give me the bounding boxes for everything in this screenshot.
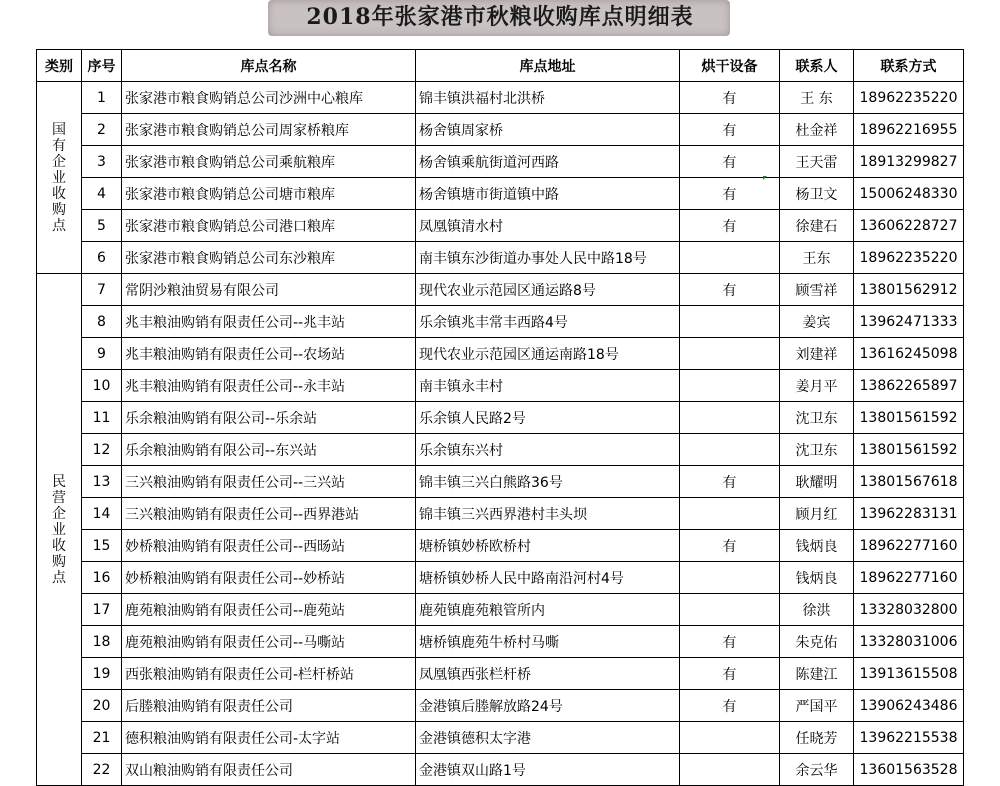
header-phone: 联系方式 xyxy=(854,50,964,82)
table-row xyxy=(37,370,964,402)
phone-cell: 18962235220 xyxy=(854,242,964,274)
contact-cell: 姜宾 xyxy=(780,306,854,338)
phone-cell: 18962277160 xyxy=(854,530,964,562)
name-cell: 张家港市粮食购销总公司周家桥粮库 xyxy=(122,114,416,146)
index-cell: 16 xyxy=(82,562,122,594)
dryer-cell xyxy=(680,562,780,594)
dryer-cell xyxy=(680,434,780,466)
phone-cell: 13913615508 xyxy=(854,658,964,690)
index-cell: 11 xyxy=(82,402,122,434)
address-cell: 乐余镇东兴村 xyxy=(416,434,680,466)
index-cell: 19 xyxy=(82,658,122,690)
contact-cell: 沈卫东 xyxy=(780,402,854,434)
phone-cell: 13801567618 xyxy=(854,466,964,498)
dryer-cell xyxy=(680,722,780,754)
name-cell: 后塍粮油购销有限责任公司 xyxy=(122,690,416,722)
header-index: 序号 xyxy=(82,50,122,82)
index-cell: 12 xyxy=(82,434,122,466)
phone-cell: 13962215538 xyxy=(854,722,964,754)
name-cell: 张家港市粮食购销总公司乘航粮库 xyxy=(122,146,416,178)
name-cell: 张家港市粮食购销总公司塘市粮库 xyxy=(122,178,416,210)
index-cell: 15 xyxy=(82,530,122,562)
dryer-cell xyxy=(680,338,780,370)
name-cell: 双山粮油购销有限责任公司 xyxy=(122,754,416,786)
name-cell: 张家港市粮食购销总公司东沙粮库 xyxy=(122,242,416,274)
address-cell: 杨舍镇周家桥 xyxy=(416,114,680,146)
index-cell: 20 xyxy=(82,690,122,722)
table-row xyxy=(37,274,964,306)
table-row xyxy=(37,562,964,594)
phone-cell: 18962277160 xyxy=(854,562,964,594)
phone-cell: 13801561592 xyxy=(854,434,964,466)
contact-cell: 王天雷 xyxy=(780,146,854,178)
phone-cell: 13962471333 xyxy=(854,306,964,338)
name-cell: 乐余粮油购销有限公司--乐余站 xyxy=(122,402,416,434)
table-row xyxy=(37,146,964,178)
dryer-cell: 有 xyxy=(680,146,780,178)
phone-cell: 13328031006 xyxy=(854,626,964,658)
contact-cell: 耿耀明 xyxy=(780,466,854,498)
index-cell: 8 xyxy=(82,306,122,338)
address-cell: 乐余镇人民路2号 xyxy=(416,402,680,434)
address-cell: 锦丰镇三兴白熊路36号 xyxy=(416,466,680,498)
phone-cell: 15006248330 xyxy=(854,178,964,210)
index-cell: 14 xyxy=(82,498,122,530)
index-cell: 21 xyxy=(82,722,122,754)
phone-cell: 13906243486 xyxy=(854,690,964,722)
table-row xyxy=(37,306,964,338)
name-cell: 三兴粮油购销有限责任公司--西界港站 xyxy=(122,498,416,530)
category-cell xyxy=(37,274,82,786)
address-cell: 金港镇德积太字港 xyxy=(416,722,680,754)
contact-cell: 余云华 xyxy=(780,754,854,786)
category-label: 民营企业收购点 xyxy=(52,473,66,586)
header-contact: 联系人 xyxy=(780,50,854,82)
title-area xyxy=(0,0,1000,40)
contact-cell: 严国平 xyxy=(780,690,854,722)
phone-cell: 18962235220 xyxy=(854,82,964,114)
table-row xyxy=(37,722,964,754)
phone-cell: 13606228727 xyxy=(854,210,964,242)
table-row xyxy=(37,402,964,434)
index-cell: 2 xyxy=(82,114,122,146)
table-row xyxy=(37,338,964,370)
contact-cell: 王东 xyxy=(780,242,854,274)
contact-cell: 钱炳良 xyxy=(780,530,854,562)
index-cell: 22 xyxy=(82,754,122,786)
dryer-cell xyxy=(680,370,780,402)
dryer-cell: 有 xyxy=(680,274,780,306)
address-cell: 南丰镇永丰村 xyxy=(416,370,680,402)
dryer-cell: 有 xyxy=(680,658,780,690)
table-row xyxy=(37,466,964,498)
page-title: 2018年张家港市秋粮收购库点明细表 xyxy=(306,4,694,30)
contact-cell: 王 东 xyxy=(780,82,854,114)
index-cell: 9 xyxy=(82,338,122,370)
cell-comment-marker xyxy=(763,176,767,180)
category-label: 国有企业收购点 xyxy=(52,121,66,234)
address-cell: 塘桥镇妙桥人民中路南沿河村4号 xyxy=(416,562,680,594)
contact-cell: 陈建江 xyxy=(780,658,854,690)
address-cell: 凤凰镇西张栏杆桥 xyxy=(416,658,680,690)
contact-cell: 杨卫文 xyxy=(780,178,854,210)
name-cell: 德积粮油购销有限责任公司-太字站 xyxy=(122,722,416,754)
table-row xyxy=(37,434,964,466)
phone-cell: 18962216955 xyxy=(854,114,964,146)
table-row xyxy=(37,658,964,690)
dryer-cell: 有 xyxy=(680,626,780,658)
table-row xyxy=(37,114,964,146)
phone-cell: 13328032800 xyxy=(854,594,964,626)
index-cell: 7 xyxy=(82,274,122,306)
dryer-cell: 有 xyxy=(680,82,780,114)
header-category: 类别 xyxy=(37,50,82,82)
contact-cell: 徐洪 xyxy=(780,594,854,626)
address-cell: 凤凰镇清水村 xyxy=(416,210,680,242)
dryer-cell xyxy=(680,402,780,434)
depot-table xyxy=(36,49,964,786)
dryer-cell: 有 xyxy=(680,530,780,562)
contact-cell: 徐建石 xyxy=(780,210,854,242)
address-cell: 金港镇后塍解放路24号 xyxy=(416,690,680,722)
contact-cell: 顾月红 xyxy=(780,498,854,530)
dryer-cell xyxy=(680,242,780,274)
index-cell: 10 xyxy=(82,370,122,402)
contact-cell: 顾雪祥 xyxy=(780,274,854,306)
phone-cell: 13862265897 xyxy=(854,370,964,402)
dryer-cell: 有 xyxy=(680,210,780,242)
phone-cell: 13801562912 xyxy=(854,274,964,306)
header-name: 库点名称 xyxy=(122,50,416,82)
dryer-cell xyxy=(680,306,780,338)
phone-cell: 18913299827 xyxy=(854,146,964,178)
name-cell: 兆丰粮油购销有限责任公司--兆丰站 xyxy=(122,306,416,338)
address-cell: 鹿苑镇鹿苑粮管所内 xyxy=(416,594,680,626)
name-cell: 常阴沙粮油贸易有限公司 xyxy=(122,274,416,306)
name-cell: 张家港市粮食购销总公司沙洲中心粮库 xyxy=(122,82,416,114)
table-row xyxy=(37,210,964,242)
dryer-cell: 有 xyxy=(680,466,780,498)
index-cell: 18 xyxy=(82,626,122,658)
header-address: 库点地址 xyxy=(416,50,680,82)
dryer-cell xyxy=(680,754,780,786)
name-cell: 鹿苑粮油购销有限责任公司--马嘶站 xyxy=(122,626,416,658)
address-cell: 塘桥镇妙桥欧桥村 xyxy=(416,530,680,562)
contact-cell: 朱克佑 xyxy=(780,626,854,658)
name-cell: 妙桥粮油购销有限责任公司--妙桥站 xyxy=(122,562,416,594)
address-cell: 锦丰镇三兴西界港村丰头坝 xyxy=(416,498,680,530)
dryer-cell xyxy=(680,498,780,530)
contact-cell: 刘建祥 xyxy=(780,338,854,370)
address-cell: 杨舍镇塘市街道镇中路 xyxy=(416,178,680,210)
name-cell: 乐余粮油购销有限公司--东兴站 xyxy=(122,434,416,466)
address-cell: 锦丰镇洪福村北洪桥 xyxy=(416,82,680,114)
name-cell: 妙桥粮油购销有限责任公司--西旸站 xyxy=(122,530,416,562)
address-cell: 杨舍镇乘航街道河西路 xyxy=(416,146,680,178)
dryer-cell xyxy=(680,594,780,626)
name-cell: 三兴粮油购销有限责任公司--三兴站 xyxy=(122,466,416,498)
category-cell xyxy=(37,82,82,274)
contact-cell: 杜金祥 xyxy=(780,114,854,146)
table-row xyxy=(37,178,964,210)
table-row xyxy=(37,754,964,786)
address-cell: 乐余镇兆丰常丰西路4号 xyxy=(416,306,680,338)
name-cell: 兆丰粮油购销有限责任公司--永丰站 xyxy=(122,370,416,402)
contact-cell: 姜月平 xyxy=(780,370,854,402)
index-cell: 3 xyxy=(82,146,122,178)
address-cell: 金港镇双山路1号 xyxy=(416,754,680,786)
name-cell: 兆丰粮油购销有限责任公司--农场站 xyxy=(122,338,416,370)
name-cell: 西张粮油购销有限责任公司-栏杆桥站 xyxy=(122,658,416,690)
header-row xyxy=(37,50,964,82)
header-dryer: 烘干设备 xyxy=(680,50,780,82)
contact-cell: 钱炳良 xyxy=(780,562,854,594)
address-cell: 塘桥镇鹿苑牛桥村马嘶 xyxy=(416,626,680,658)
table-row xyxy=(37,626,964,658)
phone-cell: 13962283131 xyxy=(854,498,964,530)
index-cell: 4 xyxy=(82,178,122,210)
phone-cell: 13616245098 xyxy=(854,338,964,370)
phone-cell: 13801561592 xyxy=(854,402,964,434)
table-body xyxy=(37,82,964,786)
address-cell: 南丰镇东沙街道办事处人民中路18号 xyxy=(416,242,680,274)
table-row xyxy=(37,690,964,722)
index-cell: 13 xyxy=(82,466,122,498)
index-cell: 6 xyxy=(82,242,122,274)
dryer-cell: 有 xyxy=(680,690,780,722)
dryer-cell: 有 xyxy=(680,114,780,146)
name-cell: 张家港市粮食购销总公司港口粮库 xyxy=(122,210,416,242)
index-cell: 5 xyxy=(82,210,122,242)
address-cell: 现代农业示范园区通运南路18号 xyxy=(416,338,680,370)
dryer-cell: 有 xyxy=(680,178,780,210)
table-row xyxy=(37,82,964,114)
contact-cell: 沈卫东 xyxy=(780,434,854,466)
table-row xyxy=(37,498,964,530)
phone-cell: 13601563528 xyxy=(854,754,964,786)
index-cell: 1 xyxy=(82,82,122,114)
address-cell: 现代农业示范园区通运路8号 xyxy=(416,274,680,306)
table-row xyxy=(37,594,964,626)
table-row xyxy=(37,530,964,562)
contact-cell: 任晓芳 xyxy=(780,722,854,754)
name-cell: 鹿苑粮油购销有限责任公司--鹿苑站 xyxy=(122,594,416,626)
table-row xyxy=(37,242,964,274)
index-cell: 17 xyxy=(82,594,122,626)
